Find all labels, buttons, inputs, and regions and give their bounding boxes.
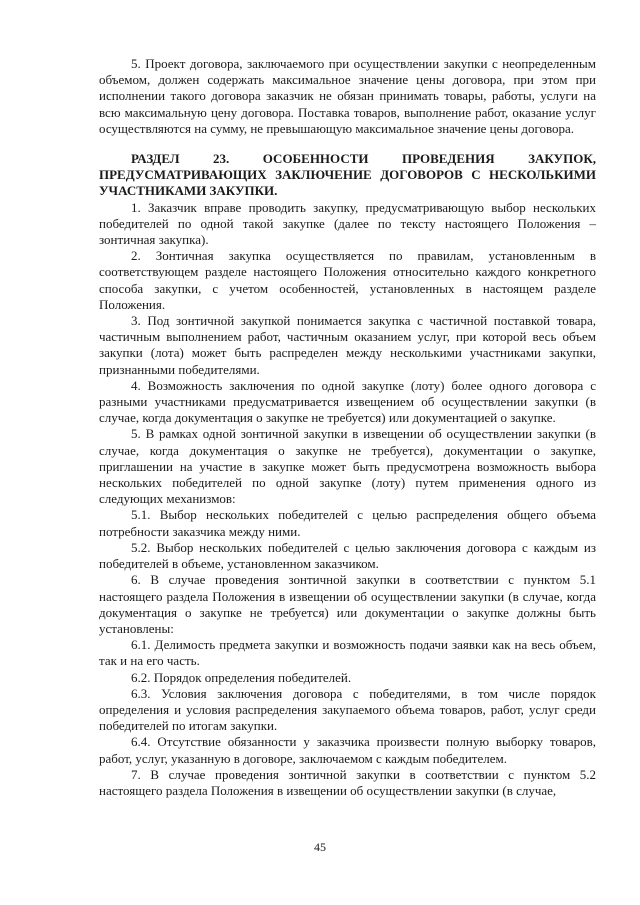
page-content: [99, 56, 596, 799]
paragraph: 2. Зонтичная закупка осуществляется по правилам, установленным в соответствующем разделе настоящего Положения относительно каждого конкретного способа закупки, с учетом особенностей, установленных в настоящем разделе Положения.: [99, 248, 596, 312]
paragraph: 6.4. Отсутствие обязанности у заказчика произвести полную выборку товаров, работ, услуг, указанную в договоре, заключаемом с каждым победителем.: [99, 734, 596, 766]
paragraph: 5.2. Выбор нескольких победителей с целью заключения договора с каждым из победителей в объеме, установленном заказчиком.: [99, 539, 596, 572]
paragraph: 5. В рамках одной зонтичной закупки в извещении об осуществлении закупки (в случае, когда документация о закупке не требуется), документации о закупке, приглашении на участие в закупке может быть предусмотрена возможность выбора нескольких победителей по одной закупке (лоту) путем применения одного из следующих механизмов:: [99, 426, 596, 507]
section-heading: РАЗДЕЛ 23. ОСОБЕННОСТИ ПРОВЕДЕНИЯ ЗАКУПОК, ПРЕДУСМАТРИВАЮЩИХ ЗАКЛЮЧЕНИЕ ДОГОВОРОВ С НЕСКОЛЬКИМИ УЧАСТНИКАМИ ЗАКУПКИ.: [99, 151, 596, 199]
paragraph: 6.2. Порядок определения победителей.: [131, 669, 352, 685]
paragraph: 7. В случае проведения зонтичной закупки в соответствии с пунктом 5.2 настоящего раздела Положения в извещении об осуществлении закупки (в случае,: [99, 766, 596, 798]
paragraph: 1. Заказчик вправе проводить закупку, предусматривающую выбор нескольких победителей по одной такой закупке (далее по тексту настоящего Положения – зонтичная закупка).: [99, 199, 596, 248]
page-number: 45: [314, 840, 326, 854]
paragraph: 4. Возможность заключения по одной закупке (лоту) более одного договора с разными участниками предусматривается извещением об осуществлении закупки (в случае, когда документация о закупке не требуется) или документацией о закупке.: [99, 377, 596, 426]
paragraph: 6.3. Условия заключения договора с победителями, в том числе порядок определения и условия распределения закупаемого объема товаров, работ, услуг среди победителей по итогам закупки.: [99, 685, 596, 734]
paragraph: 5. Проект договора, заключаемого при осуществлении закупки с неопределенным объемом, должен содержать максимальное значение цены договора, при этом при исполнении такого договора заказчик не обязан принимать товары, работы, услуги на всю максимальную цену договора. Поставка товаров, выполнение работ, оказание услуг осуществляются на сумму, не превышающую максимальное значение цены договора.: [99, 56, 596, 136]
paragraph: 3. Под зонтичной закупкой понимается закупка с частичной поставкой товара, частичным выполнением работ, частичным оказанием услуг, при которой весь объем закупки (лота) может быть распределен между несколькими участниками закупки, признанными победителями.: [99, 313, 596, 377]
paragraph: 6. В случае проведения зонтичной закупки в соответствии с пунктом 5.1 настоящего раздела Положения в извещении об осуществлении закупки (в случае, когда документация о закупке не требуется) или документации о закупке должны быть установлены:: [99, 572, 596, 636]
paragraph: 6.1. Делимость предмета закупки и возможность подачи заявки как на весь объем, так и на его часть.: [99, 637, 596, 669]
paragraph: 5.1. Выбор нескольких победителей с целью распределения общего объема потребности заказчика между ними.: [99, 507, 596, 539]
